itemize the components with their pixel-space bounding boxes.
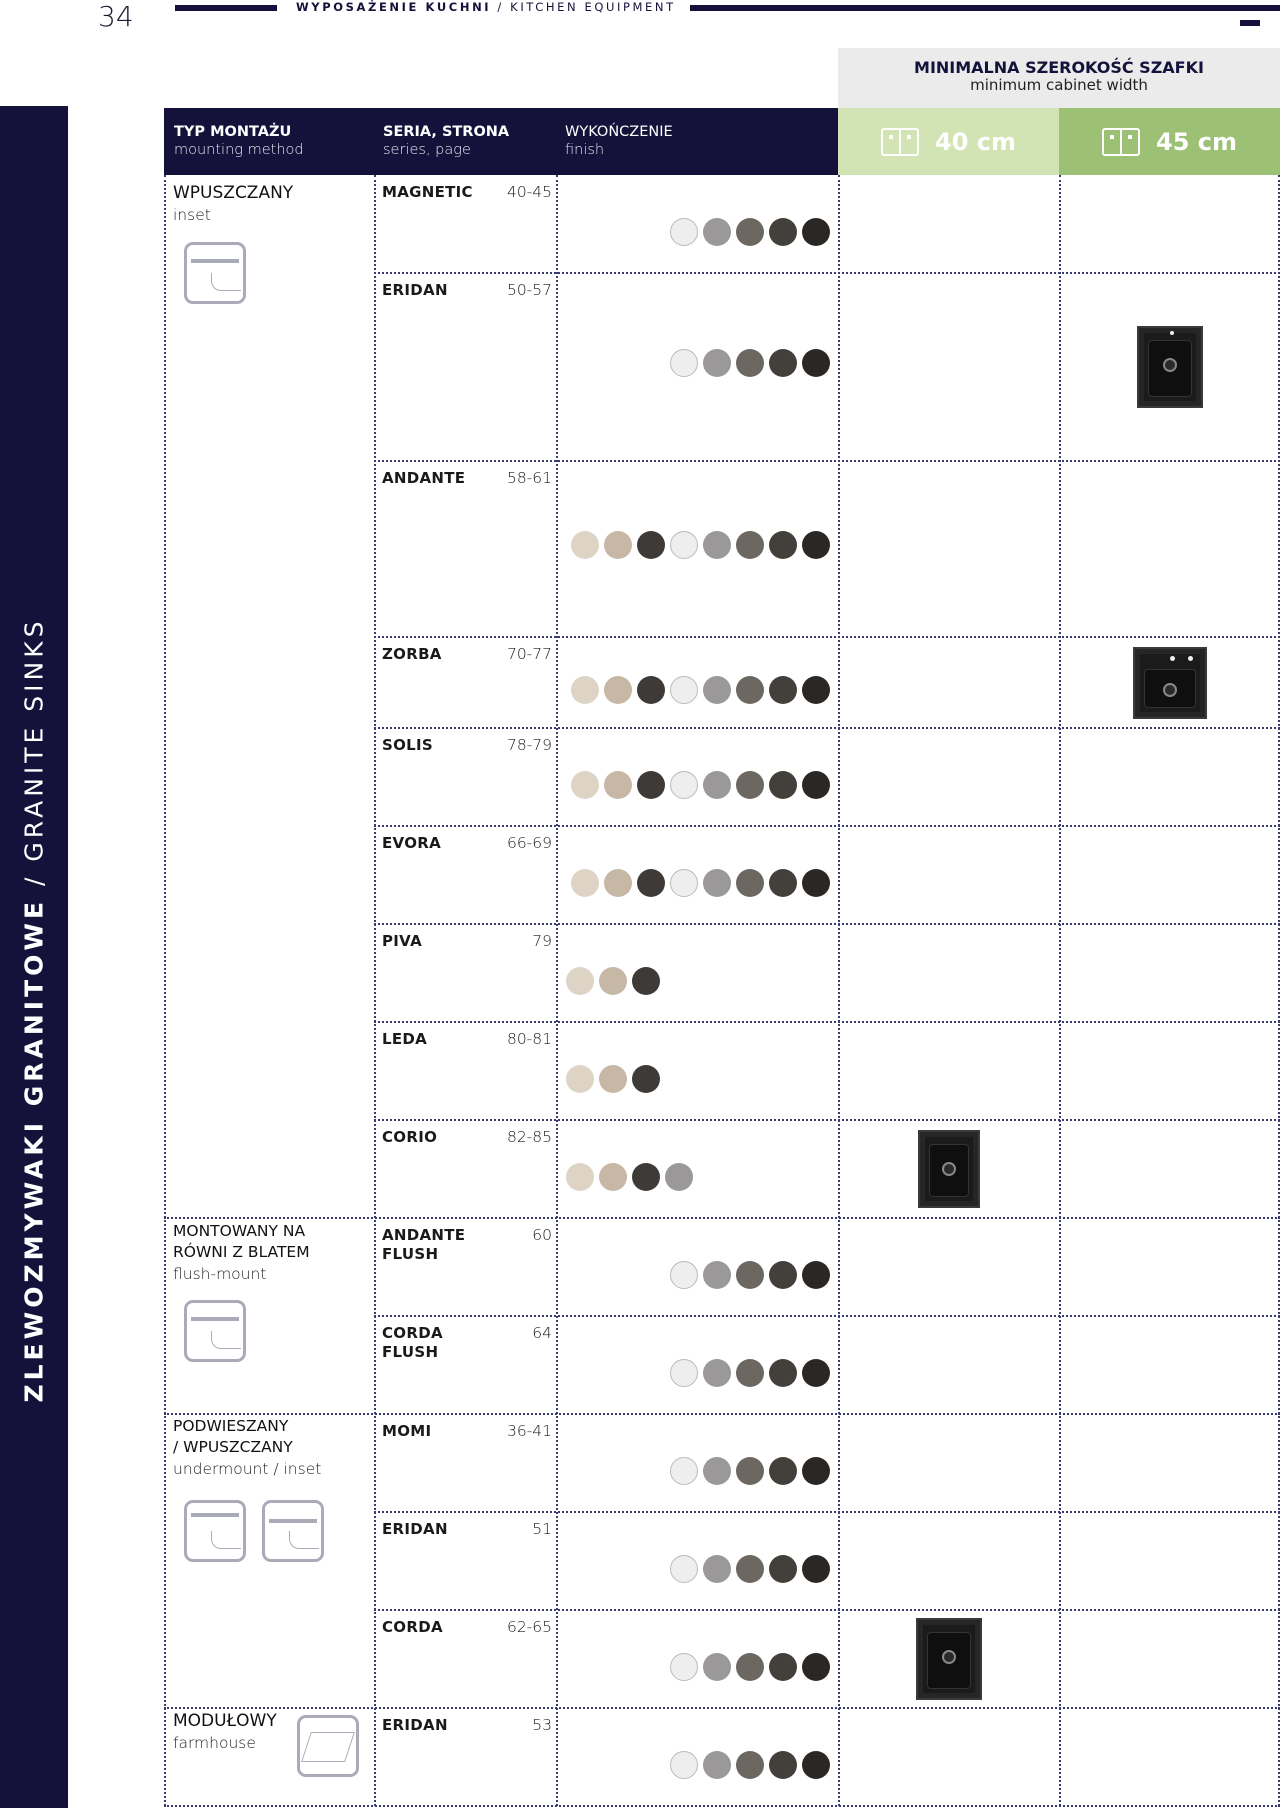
finish-swatch-anthracite	[769, 218, 797, 246]
series-header-en: series, page	[383, 142, 471, 158]
finish-swatches	[566, 1065, 660, 1093]
tap-hole-icon	[1188, 656, 1193, 661]
mount-group-inset	[173, 183, 293, 226]
section-separator: /	[491, 0, 511, 14]
series-pages: 64	[532, 1324, 552, 1342]
finish-swatch-black	[802, 869, 830, 897]
finish-swatch-grey-dark	[736, 869, 764, 897]
finish-swatch-graphite-warm	[637, 531, 665, 559]
finish-swatch-grey	[703, 1457, 731, 1485]
series-pages: 53	[532, 1716, 552, 1734]
finish-swatch-white	[670, 218, 698, 246]
row-divider	[374, 825, 1280, 827]
series-cell	[382, 1716, 552, 1735]
finish-swatch-white	[670, 869, 698, 897]
finish-swatches	[670, 349, 830, 377]
finish-swatch-grey	[703, 1261, 731, 1289]
section-header	[296, 0, 676, 14]
finish-swatches	[670, 1653, 830, 1681]
mount-group-undermount	[173, 1416, 321, 1480]
min-cabinet-width-en: minimum cabinet width	[970, 76, 1148, 94]
series-header-pl: SERIA, STRONA	[383, 124, 510, 140]
width-40-label: 40 cm	[935, 127, 1016, 156]
series-cell	[382, 183, 552, 202]
mount-group-en: inset	[173, 206, 211, 224]
series-pages: 60	[532, 1226, 552, 1244]
finish-swatch-grey-dark	[736, 1751, 764, 1779]
finish-swatch-anthracite	[769, 531, 797, 559]
series-pages: 66-69	[506, 834, 552, 852]
finish-swatch-beige	[604, 676, 632, 704]
mount-group-farmhouse	[173, 1711, 277, 1754]
column-divider	[164, 175, 166, 1806]
section-title-pl: WYPOSAŻENIE KUCHNI	[296, 0, 492, 14]
series-cell	[382, 834, 552, 853]
series-pages: 58-61	[506, 469, 552, 487]
column-divider	[374, 175, 376, 1806]
mount-group-flush	[173, 1221, 310, 1285]
finish-swatch-grey	[703, 531, 731, 559]
series-name: ERIDAN	[382, 1520, 448, 1538]
finish-swatch-grey-dark	[736, 531, 764, 559]
series-pages: 51	[532, 1520, 552, 1538]
finish-swatch-graphite-warm	[632, 967, 660, 995]
row-divider	[164, 1217, 1280, 1219]
row-divider	[374, 923, 1280, 925]
finish-swatch-anthracite	[769, 1261, 797, 1289]
column-divider	[838, 175, 840, 1806]
finish-swatch-grey-dark	[736, 1261, 764, 1289]
finish-swatch-black	[802, 1261, 830, 1289]
page-number: 34	[98, 0, 134, 33]
series-cell	[382, 281, 552, 300]
finish-swatch-black	[802, 1751, 830, 1779]
finish-swatches	[571, 676, 830, 704]
finish-swatches	[670, 1751, 830, 1779]
column-divider	[1059, 175, 1061, 1806]
series-name: LEDA	[382, 1030, 428, 1048]
series-name: EVORA	[382, 834, 442, 852]
finish-swatch-black	[802, 771, 830, 799]
finish-swatch-black	[802, 1653, 830, 1681]
finish-swatch-black	[802, 1555, 830, 1583]
finish-swatch-anthracite	[769, 676, 797, 704]
finish-swatch-white	[670, 1261, 698, 1289]
series-cell	[382, 1324, 552, 1362]
finish-swatch-white	[670, 1653, 698, 1681]
finish-swatch-grey	[665, 1163, 693, 1191]
series-cell	[382, 1030, 552, 1049]
series-name: MOMI	[382, 1422, 432, 1440]
finish-swatch-grey-dark	[736, 1555, 764, 1583]
finish-swatch-white	[670, 1359, 698, 1387]
finish-swatch-beige-light	[566, 1065, 594, 1093]
drain-icon	[942, 1650, 956, 1664]
series-cell	[382, 1422, 552, 1441]
series-cell	[382, 469, 552, 488]
drain-icon	[1163, 358, 1177, 372]
finish-swatch-grey	[703, 1555, 731, 1583]
undermount-sink-icon	[916, 1618, 982, 1700]
finish-swatch-beige	[604, 869, 632, 897]
header-rule-left	[175, 5, 277, 11]
finish-swatch-anthracite	[769, 869, 797, 897]
cabinet-icon	[1102, 128, 1140, 156]
sink-with-tap-holes-icon	[1133, 647, 1207, 719]
row-divider	[374, 1511, 1280, 1513]
finish-swatches	[571, 869, 830, 897]
min-cabinet-width-header	[838, 48, 1280, 108]
finish-swatch-beige-light	[566, 967, 594, 995]
series-pages: 40-45	[506, 183, 552, 201]
finish-swatch-grey-dark	[736, 771, 764, 799]
finish-swatch-black	[802, 349, 830, 377]
mount-group-en: undermount / inset	[173, 1460, 322, 1478]
finish-swatches	[571, 531, 830, 559]
finish-swatch-black	[802, 1457, 830, 1485]
finish-swatch-graphite-warm	[637, 676, 665, 704]
series-cell	[382, 1226, 552, 1264]
series-name: SOLIS	[382, 736, 433, 754]
finish-swatch-white	[670, 1751, 698, 1779]
finish-swatch-black	[802, 1359, 830, 1387]
finish-header-pl: WYKOŃCZENIE	[565, 124, 673, 140]
mount-header-en: mounting method	[174, 142, 304, 158]
column-divider	[556, 175, 558, 1806]
mount-group-pl: MODUŁOWY	[173, 1711, 277, 1731]
finish-swatch-beige	[604, 531, 632, 559]
series-cell	[382, 932, 552, 951]
series-name: ANDANTE	[382, 469, 466, 487]
single-bowl-sink-icon	[1137, 326, 1203, 408]
series-pages: 80-81	[506, 1030, 552, 1048]
inset-mount-icon	[184, 242, 246, 304]
finish-swatch-white	[670, 1555, 698, 1583]
finish-swatch-grey-dark	[736, 676, 764, 704]
width-40-header	[838, 108, 1059, 175]
finish-swatch-beige-light	[571, 869, 599, 897]
finish-swatches	[566, 967, 660, 995]
series-cell	[382, 736, 552, 755]
mount-group-pl-line1: MONTOWANY NA	[173, 1222, 306, 1240]
row-divider	[374, 1119, 1280, 1121]
finish-swatches	[670, 1555, 830, 1583]
finish-swatch-grey-dark	[736, 1457, 764, 1485]
tap-hole-icon	[1170, 656, 1175, 661]
tap-hole-icon	[1170, 331, 1174, 335]
series-name-line2: FLUSH	[382, 1245, 439, 1263]
finish-swatch-grey-dark	[736, 1653, 764, 1681]
min-cabinet-width-pl: MINIMALNA SZEROKOŚĆ SZAFKI	[914, 58, 1204, 77]
series-name: PIVA	[382, 932, 422, 950]
finish-swatch-beige-light	[571, 676, 599, 704]
row-divider	[164, 1707, 1280, 1709]
finish-swatch-beige	[599, 967, 627, 995]
finish-swatch-grey-dark	[736, 349, 764, 377]
drain-icon	[1163, 683, 1177, 697]
series-name-line2: FLUSH	[382, 1343, 439, 1361]
finish-swatch-graphite-warm	[632, 1065, 660, 1093]
series-pages: 70-77	[506, 645, 552, 663]
series-name: CORIO	[382, 1128, 438, 1146]
width-45-header	[1059, 108, 1280, 175]
mount-group-pl-line2: / WPUSZCZANY	[173, 1438, 293, 1456]
column-headers	[164, 108, 838, 175]
series-name: MAGNETIC	[382, 183, 473, 201]
finish-swatch-grey	[703, 1359, 731, 1387]
series-column-header	[383, 123, 509, 159]
finish-swatch-white	[670, 771, 698, 799]
series-cell	[382, 1128, 552, 1147]
finish-swatch-beige	[599, 1163, 627, 1191]
row-divider	[374, 1021, 1280, 1023]
series-name: CORDA	[382, 1618, 443, 1636]
finish-swatch-white	[670, 531, 698, 559]
series-name-line1: ANDANTE	[382, 1226, 466, 1244]
drain-icon	[942, 1162, 956, 1176]
row-divider	[374, 636, 1280, 638]
finish-swatch-anthracite	[769, 771, 797, 799]
finish-swatch-grey	[703, 676, 731, 704]
finish-swatch-grey-dark	[736, 1359, 764, 1387]
finish-swatch-grey	[703, 1653, 731, 1681]
finish-swatch-beige-light	[571, 771, 599, 799]
width-45-label: 45 cm	[1156, 127, 1237, 156]
series-cell	[382, 645, 552, 664]
series-pages: 79	[532, 932, 552, 950]
finish-swatches	[571, 771, 830, 799]
series-name: ERIDAN	[382, 1716, 448, 1734]
finish-swatch-beige-light	[571, 531, 599, 559]
finish-swatches	[670, 218, 830, 246]
row-divider	[164, 1805, 1280, 1807]
farmhouse-icon	[297, 1715, 359, 1777]
series-pages: 50-57	[506, 281, 552, 299]
finish-header-en: finish	[565, 142, 605, 158]
finish-swatch-anthracite	[769, 1653, 797, 1681]
series-pages: 82-85	[506, 1128, 552, 1146]
finish-swatch-black	[802, 676, 830, 704]
finish-swatch-beige-light	[566, 1163, 594, 1191]
finish-swatch-anthracite	[769, 349, 797, 377]
finish-column-header	[565, 123, 673, 159]
series-cell	[382, 1618, 552, 1637]
finish-swatch-graphite-warm	[632, 1163, 660, 1191]
row-divider	[164, 1413, 1280, 1415]
series-pages: 78-79	[506, 736, 552, 754]
finish-swatch-anthracite	[769, 1555, 797, 1583]
mount-group-pl: WPUSZCZANY	[173, 183, 294, 203]
series-cell	[382, 1520, 552, 1539]
finish-swatch-graphite-warm	[637, 771, 665, 799]
row-divider	[374, 1609, 1280, 1611]
side-title-pl: ZLEWOZMYWAKI GRANITOWE	[19, 897, 49, 1403]
mount-column-header	[174, 123, 304, 159]
series-name: ZORBA	[382, 645, 442, 663]
finish-swatch-grey	[703, 1751, 731, 1779]
series-pages: 36-41	[506, 1422, 552, 1440]
header-rule-right	[690, 5, 1280, 11]
row-divider	[374, 1315, 1280, 1317]
row-divider	[374, 272, 1280, 274]
finish-swatch-anthracite	[769, 1359, 797, 1387]
finish-swatch-graphite-warm	[637, 869, 665, 897]
finish-swatch-white	[670, 1457, 698, 1485]
finish-swatch-beige	[599, 1065, 627, 1093]
row-divider	[374, 460, 1280, 462]
section-title-en: KITCHEN EQUIPMENT	[510, 0, 676, 14]
side-title-en: / GRANITE SINKS	[19, 617, 49, 898]
mount-group-en: flush-mount	[173, 1265, 267, 1283]
finish-swatch-anthracite	[769, 1457, 797, 1485]
flush-mount-icon	[184, 1300, 246, 1362]
finish-swatch-grey	[703, 349, 731, 377]
mount-group-pl-line2: RÓWNI Z BLATEM	[173, 1243, 310, 1261]
finish-swatch-grey-dark	[736, 218, 764, 246]
finish-swatches	[670, 1457, 830, 1485]
finish-swatch-anthracite	[769, 1751, 797, 1779]
series-name-line1: CORDA	[382, 1324, 443, 1342]
finish-swatch-beige	[604, 771, 632, 799]
row-divider	[374, 727, 1280, 729]
finish-swatches	[670, 1359, 830, 1387]
mount-group-pl-line1: PODWIESZANY	[173, 1417, 289, 1435]
series-pages: 62-65	[506, 1618, 552, 1636]
mount-group-en: farmhouse	[173, 1734, 256, 1752]
compact-sink-icon	[918, 1130, 980, 1208]
finish-swatch-black	[802, 531, 830, 559]
header-mark	[1240, 20, 1260, 26]
side-title	[20, 617, 49, 1402]
finish-swatches	[670, 1261, 830, 1289]
mount-header-pl: TYP MONTAŻU	[174, 124, 292, 140]
finish-swatch-grey	[703, 218, 731, 246]
finish-swatch-white	[670, 676, 698, 704]
finish-swatch-white	[670, 349, 698, 377]
finish-swatch-grey	[703, 771, 731, 799]
cabinet-icon	[881, 128, 919, 156]
inset-icon	[262, 1500, 324, 1562]
finish-swatch-black	[802, 218, 830, 246]
finish-swatch-grey	[703, 869, 731, 897]
undermount-icon	[184, 1500, 246, 1562]
finish-swatches	[566, 1163, 693, 1191]
series-name: ERIDAN	[382, 281, 448, 299]
